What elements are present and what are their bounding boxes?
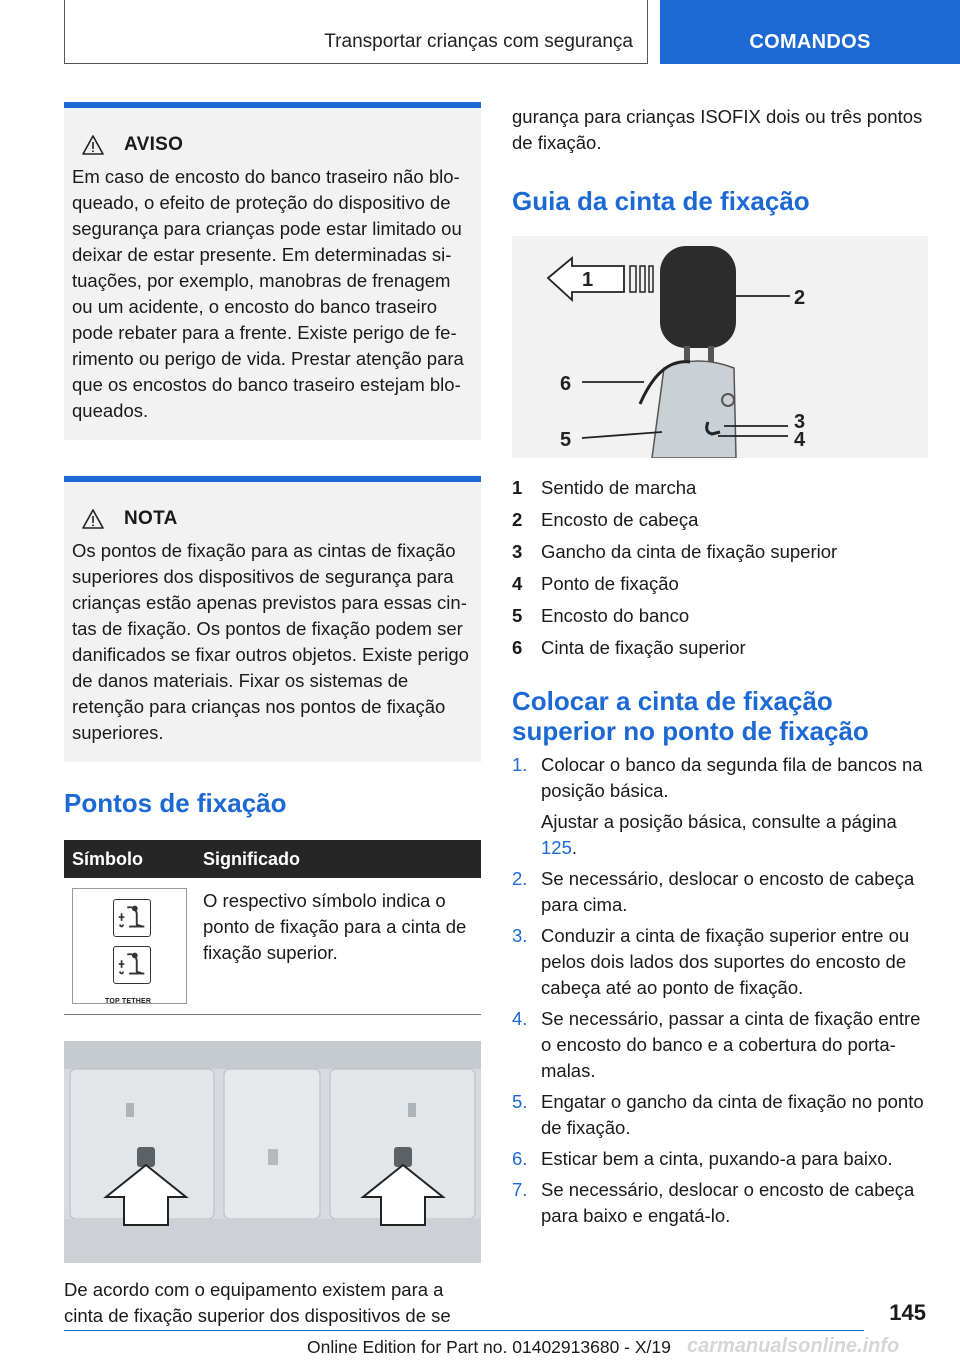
- step-text: Conduzir a cinta de fixação superior entre ou pelos dois lados dos suportes do encosto de cabeça até ao ponto de fixação.: [541, 925, 910, 998]
- left-column: [64, 102, 481, 1329]
- step-text: Se necessário, passar a cinta de fixação entre o encosto do banco e a cobertura do porta-malas.: [541, 1008, 921, 1081]
- step-number: 6.: [512, 1148, 528, 1169]
- child-seat-anchor-icon: [113, 946, 151, 984]
- step-number: 7.: [512, 1179, 528, 1200]
- legend-number: 5: [512, 605, 523, 626]
- step-number: 4.: [512, 1008, 528, 1029]
- footer-edition: Online Edition for Part no. 01402913680 - X/19: [307, 1337, 671, 1357]
- right-column: [512, 104, 930, 1234]
- legend-text: Sentido de marcha: [541, 477, 697, 498]
- footer-divider: [64, 1330, 864, 1331]
- symbol-caption: TOP TETHER: [105, 998, 152, 1005]
- trunk-anchor-figure: [64, 1041, 481, 1263]
- legend-number: 4: [512, 573, 523, 594]
- legend-text: Encosto do banco: [541, 605, 690, 626]
- list-item: [512, 472, 930, 504]
- step-item: [512, 1146, 930, 1172]
- warning-triangle-icon: [82, 509, 104, 529]
- figure-label-2: 2: [794, 287, 806, 309]
- step-item: [512, 923, 930, 1001]
- list-item: [512, 632, 930, 664]
- warning-triangle-icon: [82, 135, 104, 155]
- step-text: Se necessário, deslocar o encosto de cabeça para cima.: [541, 868, 915, 915]
- list-item: [512, 600, 930, 632]
- section-label: COMANDOS: [749, 31, 871, 53]
- section-heading-guia: Guia da cinta de fixação: [512, 186, 810, 216]
- step-item: [512, 866, 930, 918]
- legend-text: Encosto de cabeça: [541, 509, 699, 530]
- symbol-table: [64, 840, 481, 1015]
- figure-label-3: 3: [794, 411, 806, 433]
- list-item: [512, 536, 930, 568]
- figure-legend: [512, 472, 930, 664]
- step-item: [512, 752, 930, 861]
- paragraph-anchor-points: De acordo com o equipamento existem para a cinta de fixação superior dos dispositivos de se: [64, 1279, 451, 1326]
- figure-label-1: 1: [582, 269, 594, 291]
- symbol-cell: [64, 878, 195, 1015]
- step-subtext-label: Ajustar a posição básica, consulte a página: [541, 811, 897, 832]
- step-text: Se necessário, deslocar o encosto de cabeça para baixo e engatá-lo.: [541, 1179, 915, 1226]
- page-number: 145: [889, 1300, 926, 1325]
- step-text: Esticar bem a cinta, puxando-a para baixo.: [541, 1148, 893, 1169]
- legend-number: 3: [512, 541, 523, 562]
- step-subtext: [541, 809, 930, 861]
- notice-text: Os pontos de fixação para as cintas de fixação superiores dos dispositivos de segurança para crianças estão apenas previstos para essas cintas de fixação. Os pontos de fixação podem ser danificados se fixar outros objetos. Existe perigo de danos materiais. Fixar os sistemas de retenção para crianças nos pontos de fixação superiores.: [72, 540, 469, 743]
- watermark: carmanualsonline.info: [687, 1335, 900, 1357]
- table-row: [64, 878, 481, 1015]
- notice-label: AVISO: [124, 134, 184, 155]
- step-number: 2.: [512, 868, 528, 889]
- child-seat-anchor-icon: [113, 899, 151, 937]
- warning-notice-nota: [64, 476, 481, 762]
- notice-header: [72, 134, 473, 156]
- step-number: 3.: [512, 925, 528, 946]
- list-item: [512, 504, 930, 536]
- instruction-steps: [512, 752, 930, 1229]
- warning-notice-aviso: [64, 102, 481, 440]
- step-number: 1.: [512, 754, 528, 775]
- legend-text: Cinta de fixação superior: [541, 637, 746, 658]
- step-item: [512, 1177, 930, 1229]
- figure-label-5: 5: [560, 429, 572, 451]
- col-header-meaning: Significado: [195, 840, 481, 878]
- paragraph-continued: gurança para crianças ISOFIX dois ou três pontos de fixação.: [512, 106, 923, 153]
- step-number: 5.: [512, 1091, 528, 1112]
- step-item: [512, 1089, 930, 1141]
- legend-number: 2: [512, 509, 523, 530]
- header-section-tab[interactable]: [660, 0, 960, 64]
- figure-label-6: 6: [560, 373, 572, 395]
- header-title-box: [64, 0, 648, 64]
- legend-number: 6: [512, 637, 523, 658]
- notice-header: [72, 508, 473, 530]
- step-item: [512, 1006, 930, 1084]
- legend-text: Gancho da cinta de fixação superior: [541, 541, 838, 562]
- notice-text: Em caso de encosto do banco traseiro não bloqueado, o efeito de proteção do dispositivo de segurança para crianças pode estar limitado ou deixar de estar presente. Em determinadas situações, por exemplo, manobras de frenagem ou um acidente, o encosto do banco traseiro pode rebater para a frente. Existe perigo de ferimento ou perigo de vida. Prestar atenção para que os encostos do banco traseiro estejam bloqueados.: [72, 166, 464, 421]
- page-reference-link[interactable]: 125: [541, 837, 572, 858]
- meaning-cell: O respectivo símbolo indica o ponto de fixação para a cinta de fixação superior.: [195, 878, 481, 1015]
- notice-label: NOTA: [124, 508, 178, 529]
- section-heading-pontos: Pontos de fixação: [64, 788, 287, 818]
- col-header-symbol: Símbolo: [64, 840, 195, 878]
- section-heading-colocar: Colocar a cinta de fixação superior no ponto de fixação: [512, 686, 869, 746]
- step-text: Colocar o banco da segunda fila de bancos na posição básica.: [541, 754, 923, 801]
- step-text: Engatar o gancho da cinta de fixação no ponto de fixação.: [541, 1091, 924, 1138]
- legend-number: 1: [512, 477, 523, 498]
- table-header-row: [64, 840, 481, 878]
- headrest-strap-figure: [512, 236, 928, 458]
- step-subtext-end: .: [571, 837, 578, 858]
- list-item: [512, 568, 930, 600]
- chapter-title: Transportar crianças com segurança: [324, 31, 633, 52]
- legend-text: Ponto de fixação: [541, 573, 679, 594]
- top-tether-symbols: [72, 888, 187, 1004]
- figure-label-4: 4: [794, 429, 806, 451]
